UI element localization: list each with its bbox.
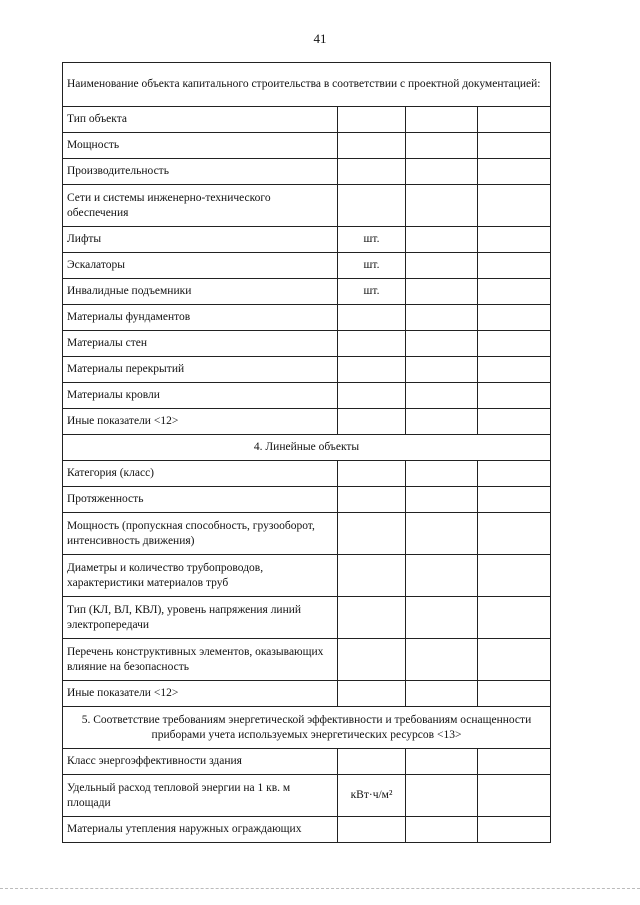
row-label: Диаметры и количество трубопроводов, характеристики материалов труб bbox=[63, 555, 338, 597]
row-unit bbox=[338, 461, 406, 487]
value-cell bbox=[478, 555, 551, 597]
table-row bbox=[63, 279, 551, 305]
table-row bbox=[63, 357, 551, 383]
row-unit: шт. bbox=[338, 253, 406, 279]
row-label: Удельный расход тепловой энергии на 1 кв. м площади bbox=[63, 775, 338, 817]
row-unit bbox=[338, 357, 406, 383]
value-cell bbox=[406, 775, 478, 817]
row-unit bbox=[338, 305, 406, 331]
table-row bbox=[63, 409, 551, 435]
row-unit bbox=[338, 133, 406, 159]
row-label: Материалы фундаментов bbox=[63, 305, 338, 331]
value-cell bbox=[406, 555, 478, 597]
value-cell bbox=[406, 817, 478, 843]
row-unit: кВт·ч/м² bbox=[338, 775, 406, 817]
row-label: Эскалаторы bbox=[63, 253, 338, 279]
value-cell bbox=[478, 597, 551, 639]
table-row bbox=[63, 749, 551, 775]
row-unit bbox=[338, 185, 406, 227]
value-cell bbox=[406, 279, 478, 305]
row-unit: шт. bbox=[338, 279, 406, 305]
table-row bbox=[63, 513, 551, 555]
table-row bbox=[63, 305, 551, 331]
table-row bbox=[63, 107, 551, 133]
row-label: Материалы кровли bbox=[63, 383, 338, 409]
building-rows bbox=[63, 107, 551, 435]
row-label: Материалы перекрытий bbox=[63, 357, 338, 383]
row-label: Производительность bbox=[63, 159, 338, 185]
table-row bbox=[63, 133, 551, 159]
row-label: Материалы утепления наружных ограждающих bbox=[63, 817, 338, 843]
value-cell bbox=[406, 133, 478, 159]
row-label: Мощность (пропускная способность, грузооборот, интенсивность движения) bbox=[63, 513, 338, 555]
table-row bbox=[63, 817, 551, 843]
value-cell bbox=[478, 681, 551, 707]
energy-rows bbox=[63, 749, 551, 843]
row-label: Класс энергоэффективности здания bbox=[63, 749, 338, 775]
section-5-row bbox=[63, 707, 551, 749]
value-cell bbox=[478, 305, 551, 331]
value-cell bbox=[406, 107, 478, 133]
row-unit bbox=[338, 749, 406, 775]
value-cell bbox=[478, 107, 551, 133]
table-row bbox=[63, 555, 551, 597]
row-unit bbox=[338, 383, 406, 409]
value-cell bbox=[406, 681, 478, 707]
row-unit bbox=[338, 331, 406, 357]
table-row bbox=[63, 185, 551, 227]
value-cell bbox=[406, 409, 478, 435]
value-cell bbox=[478, 357, 551, 383]
value-cell bbox=[406, 331, 478, 357]
value-cell bbox=[478, 227, 551, 253]
row-unit bbox=[338, 555, 406, 597]
value-cell bbox=[478, 639, 551, 681]
row-label: Лифты bbox=[63, 227, 338, 253]
section-4-row bbox=[63, 435, 551, 461]
row-label: Иные показатели <12> bbox=[63, 681, 338, 707]
value-cell bbox=[478, 159, 551, 185]
value-cell bbox=[406, 185, 478, 227]
value-cell bbox=[478, 383, 551, 409]
row-unit bbox=[338, 107, 406, 133]
table-row bbox=[63, 775, 551, 817]
value-cell bbox=[406, 639, 478, 681]
row-label: Материалы стен bbox=[63, 331, 338, 357]
row-unit bbox=[338, 639, 406, 681]
value-cell bbox=[478, 487, 551, 513]
value-cell bbox=[406, 357, 478, 383]
row-unit bbox=[338, 597, 406, 639]
row-label: Тип объекта bbox=[63, 107, 338, 133]
row-label: Инвалидные подъемники bbox=[63, 279, 338, 305]
row-unit: шт. bbox=[338, 227, 406, 253]
row-unit bbox=[338, 409, 406, 435]
linear-rows bbox=[63, 461, 551, 707]
object-characteristics-table bbox=[62, 62, 551, 843]
row-label: Тип (КЛ, ВЛ, КВЛ), уровень напряжения линий электропередачи bbox=[63, 597, 338, 639]
row-unit bbox=[338, 513, 406, 555]
value-cell bbox=[478, 513, 551, 555]
table-row bbox=[63, 383, 551, 409]
value-cell bbox=[478, 409, 551, 435]
row-label: Мощность bbox=[63, 133, 338, 159]
value-cell bbox=[478, 279, 551, 305]
row-label: Протяженность bbox=[63, 487, 338, 513]
value-cell bbox=[478, 331, 551, 357]
value-cell bbox=[406, 749, 478, 775]
row-label: Перечень конструктивных элементов, оказывающих влияние на безопасность bbox=[63, 639, 338, 681]
table-row bbox=[63, 487, 551, 513]
row-unit bbox=[338, 159, 406, 185]
table-row bbox=[63, 159, 551, 185]
table-row bbox=[63, 253, 551, 279]
table-row bbox=[63, 331, 551, 357]
value-cell bbox=[478, 461, 551, 487]
value-cell bbox=[406, 227, 478, 253]
table-row bbox=[63, 461, 551, 487]
row-label: Иные показатели <12> bbox=[63, 409, 338, 435]
value-cell bbox=[406, 461, 478, 487]
value-cell bbox=[478, 185, 551, 227]
object-name-header: Наименование объекта капитального строительства в соответствии с проектной документацией: bbox=[63, 63, 551, 107]
value-cell bbox=[406, 159, 478, 185]
table-row bbox=[63, 597, 551, 639]
table-row bbox=[63, 227, 551, 253]
row-unit bbox=[338, 817, 406, 843]
value-cell bbox=[478, 253, 551, 279]
value-cell bbox=[478, 775, 551, 817]
value-cell bbox=[406, 597, 478, 639]
table-row bbox=[63, 639, 551, 681]
table-header-row bbox=[63, 63, 551, 107]
value-cell bbox=[478, 133, 551, 159]
row-unit bbox=[338, 487, 406, 513]
value-cell bbox=[406, 305, 478, 331]
page-number: 41 bbox=[313, 31, 327, 46]
section-5-title: 5. Соответствие требованиям энергетической эффективности и требованиям оснащенности приборами учета используемых энергетических ресурсов <13> bbox=[63, 707, 551, 749]
value-cell bbox=[406, 513, 478, 555]
value-cell bbox=[478, 817, 551, 843]
value-cell bbox=[478, 749, 551, 775]
row-label: Сети и системы инженерно-технического обеспечения bbox=[63, 185, 338, 227]
value-cell bbox=[406, 383, 478, 409]
table-row bbox=[63, 681, 551, 707]
section-4-title: 4. Линейные объекты bbox=[63, 435, 551, 461]
value-cell bbox=[406, 487, 478, 513]
scan-edge-line bbox=[0, 888, 640, 890]
row-label: Категория (класс) bbox=[63, 461, 338, 487]
row-unit bbox=[338, 681, 406, 707]
value-cell bbox=[406, 253, 478, 279]
